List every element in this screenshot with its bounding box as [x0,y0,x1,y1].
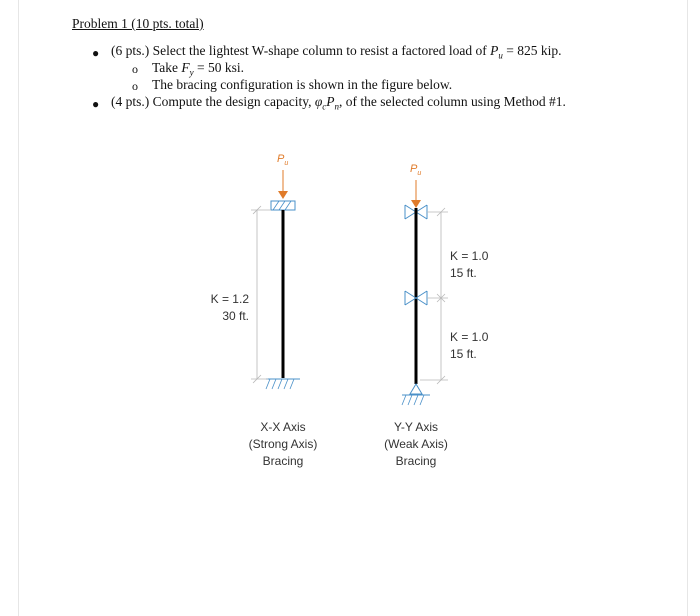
strong-caption-line-3: Bracing [262,454,304,468]
weak-lower-k-label: K = 1.0 [450,330,489,344]
weak-load-label: $P_u$ [410,163,422,177]
weak-load-arrow-head [411,200,421,208]
weak-axis-diagram [384,163,489,468]
sub-1-prefix: Take [152,60,182,75]
nominal-subscript: n [334,101,340,112]
yield-subscript: y [189,67,194,78]
strong-length-label: 30 ft. [222,309,249,323]
strong-top-support [271,201,295,210]
problem-heading: Problem 1 (10 pts. total) [72,16,204,31]
bullet-marker: ● [92,97,100,111]
sub-bullet-marker: o [132,62,138,76]
strong-axis-diagram [211,153,318,468]
strong-dimension-line [251,206,271,383]
strong-k-label: K = 1.2 [210,292,249,306]
weak-upper-k-label: K = 1.0 [450,249,489,263]
phi-symbol: φ [314,94,323,109]
strong-caption-line-1: X-X Axis [260,420,306,434]
sub-item-2: The bracing configuration is shown in the figure below. [152,77,453,92]
strong-load-label: $P_u$ [277,153,289,167]
weak-upper-length-label: 15 ft. [450,266,477,280]
bullet-2-suffix: , of the selected column using Method #1. [339,94,566,109]
weak-dimension-line [420,208,448,384]
strong-load-arrow-head [278,191,288,199]
load-subscript: u [498,50,503,61]
weak-lower-length-label: 15 ft. [450,347,477,361]
strong-caption-line-2: (Strong Axis) [248,437,318,451]
weak-caption-line-2: (Weak Axis) [384,437,448,451]
nominal-load-symbol: P [326,94,335,109]
phi-subscript: c [322,101,327,112]
yield-symbol: F [181,60,190,75]
bullet-marker: ● [92,46,100,60]
bullet-2-prefix: (4 pts.) Compute the design capacity, [111,94,315,109]
bullet-1-suffix: = 825 kip. [502,43,562,58]
weak-caption-line-1: Y-Y Axis [393,420,439,434]
sub-1-suffix: = 50 ksi. [193,60,245,75]
weak-caption-line-3: Bracing [395,454,437,468]
bullet-1-prefix: (6 pts.) Select the lightest W-shape column to resist a factored load of [111,43,491,58]
sub-bullet-marker: o [132,79,138,93]
weak-bottom-support [410,384,422,394]
load-symbol: P [490,43,499,58]
